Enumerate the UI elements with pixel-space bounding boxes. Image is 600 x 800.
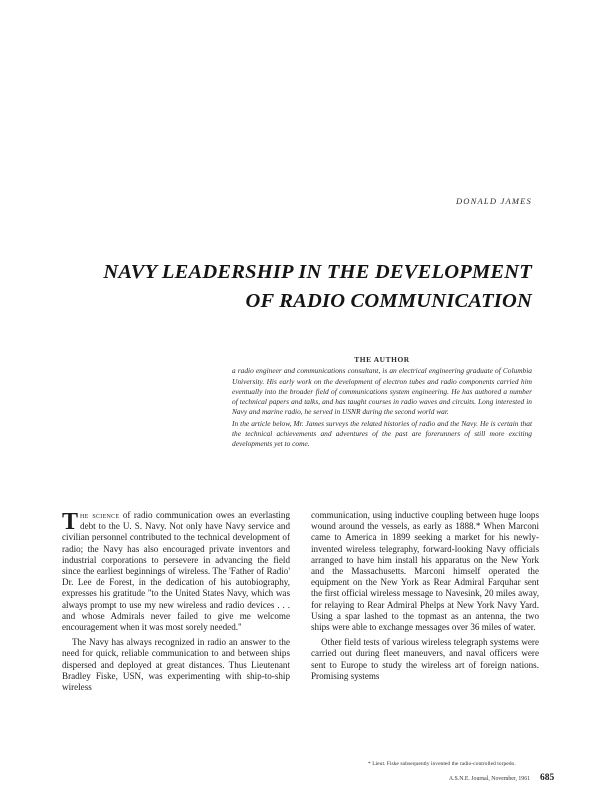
paragraph-text: of radio communication owes an everlasting debt to the U. S. Navy. Not only have Navy service and civilian personnel contributed to the technical development of radio; the Navy has also encouraged private inventors and industrial corporations to persevere in advancing the field since the earliest beginnings of wireless. The 'Father of Radio' Dr. Lee de Forest, in the dedication of his autobiography, expresses his gratitude "to the United States Navy, which was always prompt to use my new wireless and radio devices . . . and whose Admirals never failed to give me welcome encouragement when it was most sorely needed." — [62, 510, 291, 633]
about-author-heading: THE AUTHOR — [354, 355, 410, 364]
body-column-right — [311, 510, 539, 682]
about-author-bio: a radio engineer and communications consultant, is an electrical engineering graduate of Columbia University. His early work on the development of electron tubes and radio components carried him eventually into the broader field of communications system engineering. He has authored a number of technical papers and talks, and has taught courses in radio waves and circuits. Long interested in Navy and marine radio, he served in USNR during the second world war. — [232, 366, 532, 417]
article-title — [103, 258, 532, 316]
journal-citation: A.S.N.E. Journal, November, 1961 — [448, 776, 530, 782]
body-paragraph: communication, using inductive coupling between huge loops wound around the vessels, as early as 1888.* When Marconi came to America in 1899 seeking a market for his newly-invented wireless telegraphy, forward-looking Navy officials arranged to have him install his apparatus on the New York and the Massachusetts. Marconi himself operated the equipment on the New York as Rear Admiral Farquhar sent the first official wireless message to Navesink, 20 miles away, for relaying to Rear Admiral Phelps at New York Navy Yard. Using a spar lashed to the topmast as an antenna, the two ships were able to exchange messages over 36 miles of water. — [311, 510, 539, 633]
body-column-left — [62, 510, 290, 693]
title-line-2: OF RADIO COMMUNICATION — [245, 290, 532, 312]
title-line-1: NAVY LEADERSHIP IN THE DEVELOPMENT — [103, 261, 532, 283]
body-paragraph: Other field tests of various wireless telegraph systems were carried out during fleet maneuvers, and naval officers were sent to Europe to study the wireless art of foreign nations. Promising systems — [311, 637, 539, 681]
about-author-box — [232, 355, 532, 450]
lead-in-smallcaps: he science — [80, 510, 120, 520]
byline-author: DONALD JAMES — [455, 196, 532, 206]
about-author-summary: In the article below, Mr. James surveys the related histories of radio and the Navy. He is certain that the technical achievements and adventures of the past are forerunners of still more exciting developments yet to come. — [232, 418, 532, 449]
body-paragraph — [62, 510, 290, 633]
body-paragraph: The Navy has always recognized in radio an answer to the need for quick, reliable communication to and between ships dispersed and deployed at great distances. Thus Lieutenant Bradley Fiske, USN, was experimenting with ship-to-ship wireless — [62, 637, 290, 693]
page-number: 685 — [540, 773, 555, 783]
footnote: * Lieut. Fiske subsequently invented the radio-controlled torpedo. — [368, 761, 516, 767]
drop-cap: T — [62, 509, 79, 535]
